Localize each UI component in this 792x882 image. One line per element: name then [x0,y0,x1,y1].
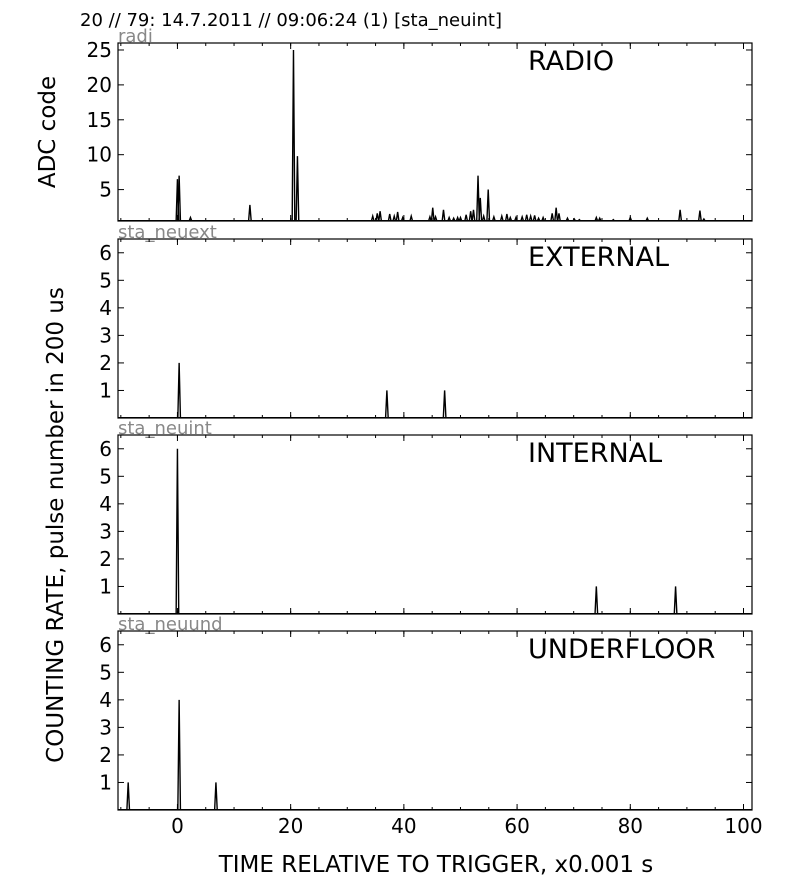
panel-label: UNDERFLOOR [528,634,716,665]
peak-sta_neuint [176,449,179,614]
peak-radi [699,211,702,221]
peak-sta_neuint [595,586,598,614]
peak-radi [249,205,252,221]
y-tick-label: 25 [86,37,112,62]
y-tick-label: 20 [86,72,112,97]
y-tick-label: 1 [99,378,112,403]
y-tick-label: 2 [99,742,112,767]
peak-radi [376,213,379,221]
x-tick-label: 20 [277,814,304,838]
x-tick-label: 80 [617,814,644,838]
x-axis-label: TIME RELATIVE TO TRIGGER, x0.001 s [218,852,654,878]
channel-name: sta_neuund [118,614,223,635]
peak-sta_neuund [215,782,218,810]
panel-sta_neuund [99,614,762,838]
y-tick-label: 5 [99,660,112,685]
peak-radi [555,208,558,221]
y-tick-label: 3 [99,519,112,544]
panel-radi [87,26,752,221]
panel-sta_neuint [99,418,752,614]
peak-radi [506,214,509,221]
y-axis-label-counting-rate: COUNTING RATE, pulse number in 200 us [43,287,69,763]
x-tick-label: 0 [171,814,184,838]
figure-title: 20 // 79: 14.7.2011 // 09:06:24 (1) [sta_neuint] [80,10,502,31]
panel-sta_neuext [99,222,752,418]
peak-radi [472,210,475,221]
peak-radi [442,210,445,221]
panel-label: EXTERNAL [528,242,670,273]
peak-radi [679,210,682,221]
y-tick-label: 2 [99,546,112,571]
x-tick-label: 100 [724,814,763,838]
y-tick-label: 3 [99,715,112,740]
peak-radi [558,213,561,221]
y-axis-label-adc: ADC code [35,75,61,189]
peak-radi [379,211,382,221]
panel-label: RADIO [528,46,615,77]
peak-radi [388,214,391,221]
peak-sta_neuext [178,363,181,418]
x-tick-label: 60 [504,814,530,838]
y-tick-label: 2 [99,350,112,375]
y-tick-label: 5 [99,464,112,489]
peak-sta_neuext [386,390,389,418]
y-tick-label: 4 [99,491,112,516]
peak-radi [292,50,295,221]
y-tick-label: 5 [99,177,112,202]
channel-name: sta_neuint [118,418,212,439]
y-tick-label: 6 [99,240,112,265]
peak-radi [551,213,554,221]
y-tick-label: 15 [86,107,112,132]
x-tick-label: 40 [391,814,417,838]
y-tick-label: 6 [99,632,112,657]
y-tick-label: 1 [99,770,112,795]
panels-group [87,26,763,838]
y-tick-label: 3 [99,323,112,348]
peak-sta_neuund [178,700,181,810]
peak-radi [469,211,472,221]
y-tick-label: 4 [99,687,112,712]
y-tick-label: 6 [99,436,112,461]
peak-sta_neuext [443,390,446,418]
peak-radi [431,208,434,221]
y-tick-label: 1 [99,574,112,599]
channel-name: sta_neuext [118,222,217,243]
channel-name: radi [118,26,153,47]
panel-label: INTERNAL [528,438,663,469]
peak-radi [296,156,299,221]
peak-radi [487,190,490,221]
peak-radi [396,212,399,221]
peak-sta_neuund [127,782,130,810]
plot-frame [118,43,752,221]
y-tick-label: 4 [99,295,112,320]
y-tick-label: 5 [99,268,112,293]
peak-sta_neuint [674,586,677,614]
y-tick-label: 10 [86,142,112,167]
